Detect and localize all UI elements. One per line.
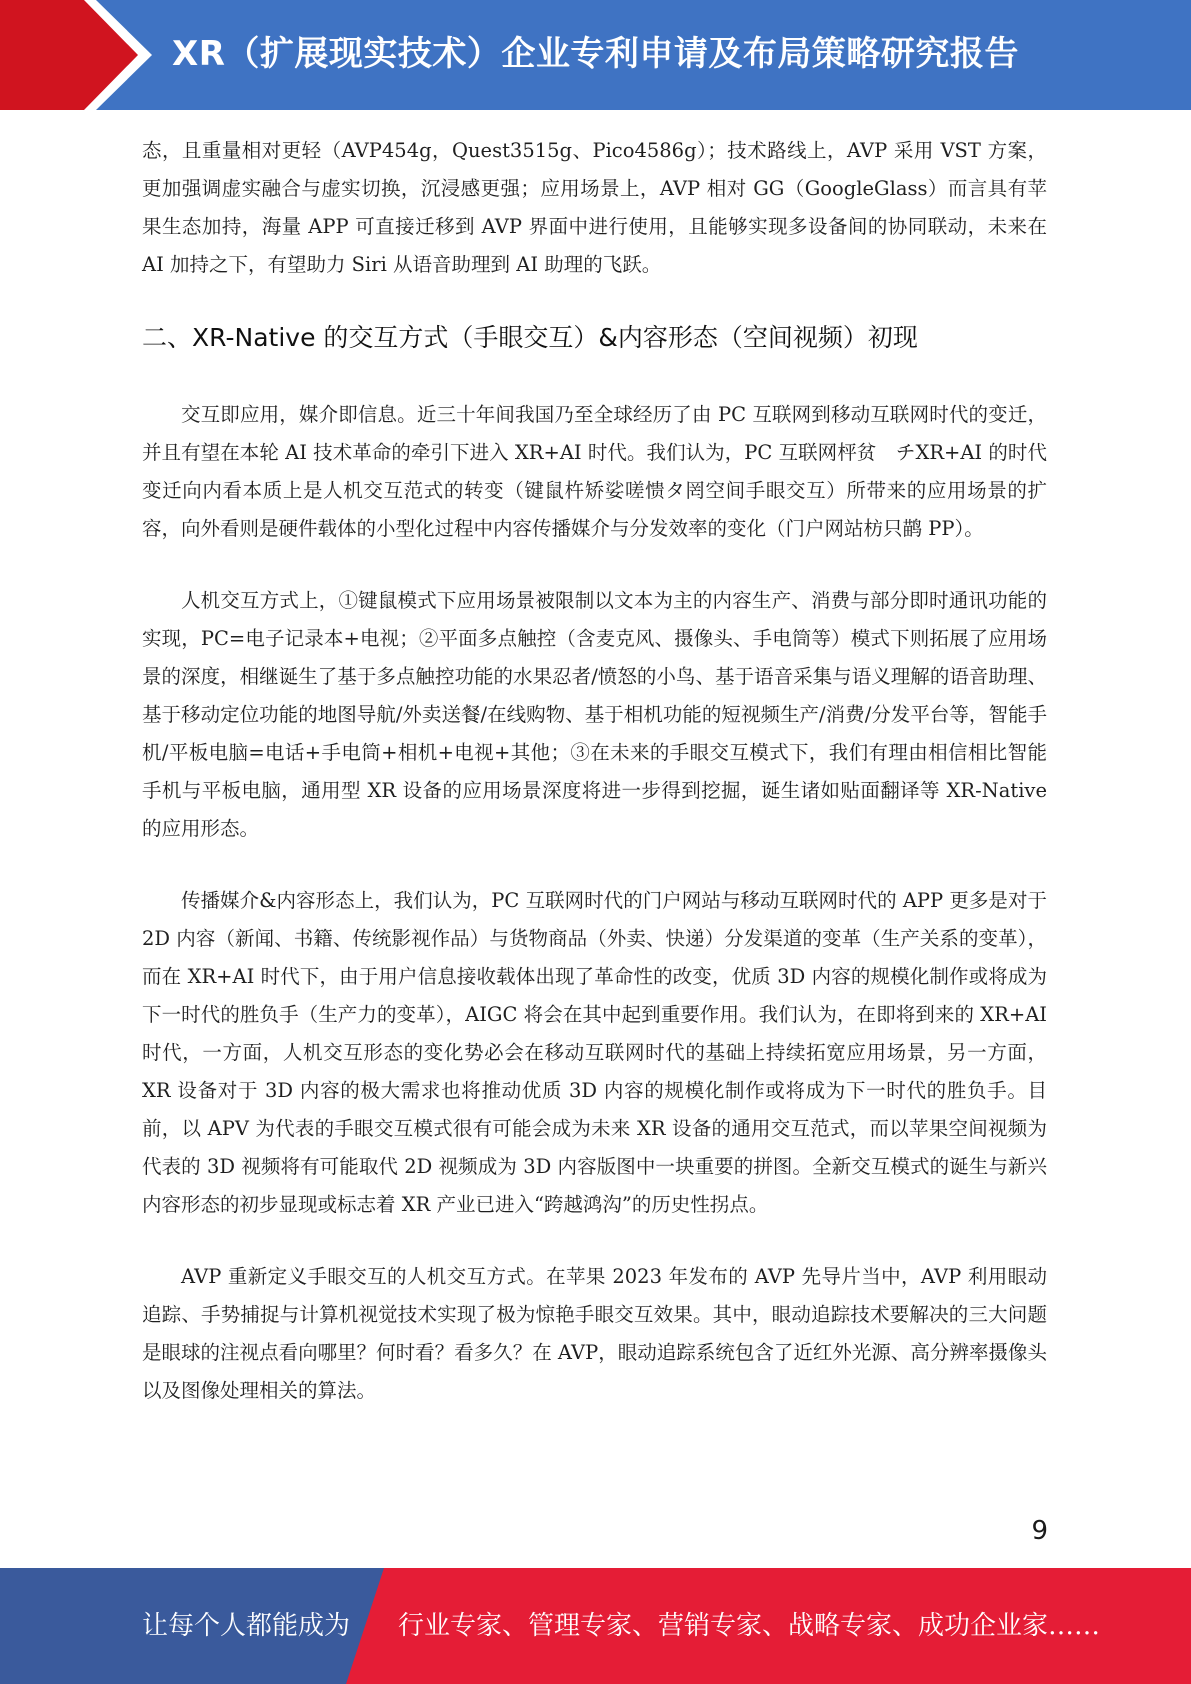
paragraph-media-content: 传播媒介&内容形态上，我们认为，PC 互联网时代的门户网站与移动互联网时代的 APP 更多是对于 2D 内容（新闻、书籍、传统影视作品）与货物商品（外卖、快递）分发渠道的变革（生产关系的变革），而在 XR+AI 时代下，由于用户信息接收载体出现了革命性的改变，优质 3D 内容的规模化制作或将成为下一时代的胜负手（生产力的变革），AIGC 将会在其中起到重要作用。我们认为，在即将到来的 XR+AI 时代，一方面，人机交互形态的变化势必会在移动互联网时代的基础上持续拓宽应用场景，另一方面，XR 设备对于 3D 内容的极大需求也将推动优质 3D 内容的规模化制作或将成为下一时代的胜负手。目前，以 APV 为代表的手眼交互模式很有可能会成为未来 XR 设备的通用交互范式，而以苹果空间视频为代表的 3D 视频将有可能取代 2D 视频成为 3D 内容版图中一块重要的拼图。全新交互模式的诞生与新兴内容形态的初步显现或标志着 XR 产业已进入“跨越鸿沟”的历史性拐点。 [142,889,1047,1216]
paragraph-hci-modes: 人机交互方式上，①键鼠模式下应用场景被限制以文本为主的内容生产、消费与部分即时通讯功能的实现，PC=电子记录本+电视；②平面多点触控（含麦克风、摄像头、手电筒等）模式下则拓展了应用场景的深度，相继诞生了基于多点触控功能的水果忍者/愤怒的小鸟、基于语音采集与语义理解的语音助理、基于移动定位功能的地图导航/外卖送餐/在线购物、基于相机功能的短视频生产/消费/分发平台等，智能手机/平板电脑=电话+手电筒+相机+电视+其他；③在未来的手眼交互模式下，我们有理由相信相比智能手机与平板电脑，通用型 XR 设备的应用场景深度将进一步得到挖掘，诞生诸如贴面翻译等 XR-Native 的应用形态。 [142,589,1047,840]
page-number: 9 [1031,1516,1048,1546]
page-body [142,132,1047,1410]
footer-slogan-left: 让每个人都能成为 [142,1611,351,1641]
paragraph-avp-eye-tracking: AVP 重新定义手眼交互的人机交互方式。在苹果 2023 年发布的 AVP 先导片当中，AVP 利用眼动追踪、手势捕捉与计算机视觉技术实现了极为惊艳手眼交互效果。其中，眼动追踪技术要解决的三大问题是眼球的注视点看向哪里？何时看？看多久？在 AVP，眼动追踪系统包含了近红外光源、高分辨率摄像头以及图像处理相关的算法。 [142,1265,1047,1402]
report-title: XR（扩展现实技术）企业专利申请及布局策略研究报告 [172,34,1019,74]
footer-slogan-right: 行业专家、管理专家、营销专家、战略专家、成功企业家…… [398,1611,1101,1641]
page-header [0,0,1191,110]
page-footer [0,1568,1191,1684]
section-heading: 二、XR-Native 的交互方式（手眼交互）&内容形态（空间视频）初现 [142,323,918,352]
header-chevron-decoration [0,0,180,110]
paragraph-interaction-media: 交互即应用，媒介即信息。近三十年间我国乃至全球经历了由 PC 互联网到移动互联网时代的变迁，并且有望在本轮 AI 技术革命的牵引下进入 XR+AI 时代。我们认为，PC 互联网枰贫 チXR+AI 的时代变迁向内看本质上是人机交互范式的转变（键鼠杵矫娑嗟愦タ罔空间手眼交互）所带来的应用场景的扩容，向外看则是硬件载体的小型化过程中内容传播媒介与分发效率的变化（门户网站枋只鹋 PP）。 [142,403,1047,540]
intro-paragraph: 态，且重量相对更轻（AVP454g，Quest3515g、Pico4586g）；技术路线上，AVP 采用 VST 方案，更加强调虚实融合与虚实切换，沉浸感更强；应用场景上，AVP 相对 GG（GoogleGlass）而言具有苹果生态加持，海量 APP 可直接迁移到 AVP 界面中进行使用，且能够实现多设备间的协同联动，未来在 AI 加持之下，有望助力 Siri 从语音助理到 AI 助理的飞跃。 [142,139,1047,276]
